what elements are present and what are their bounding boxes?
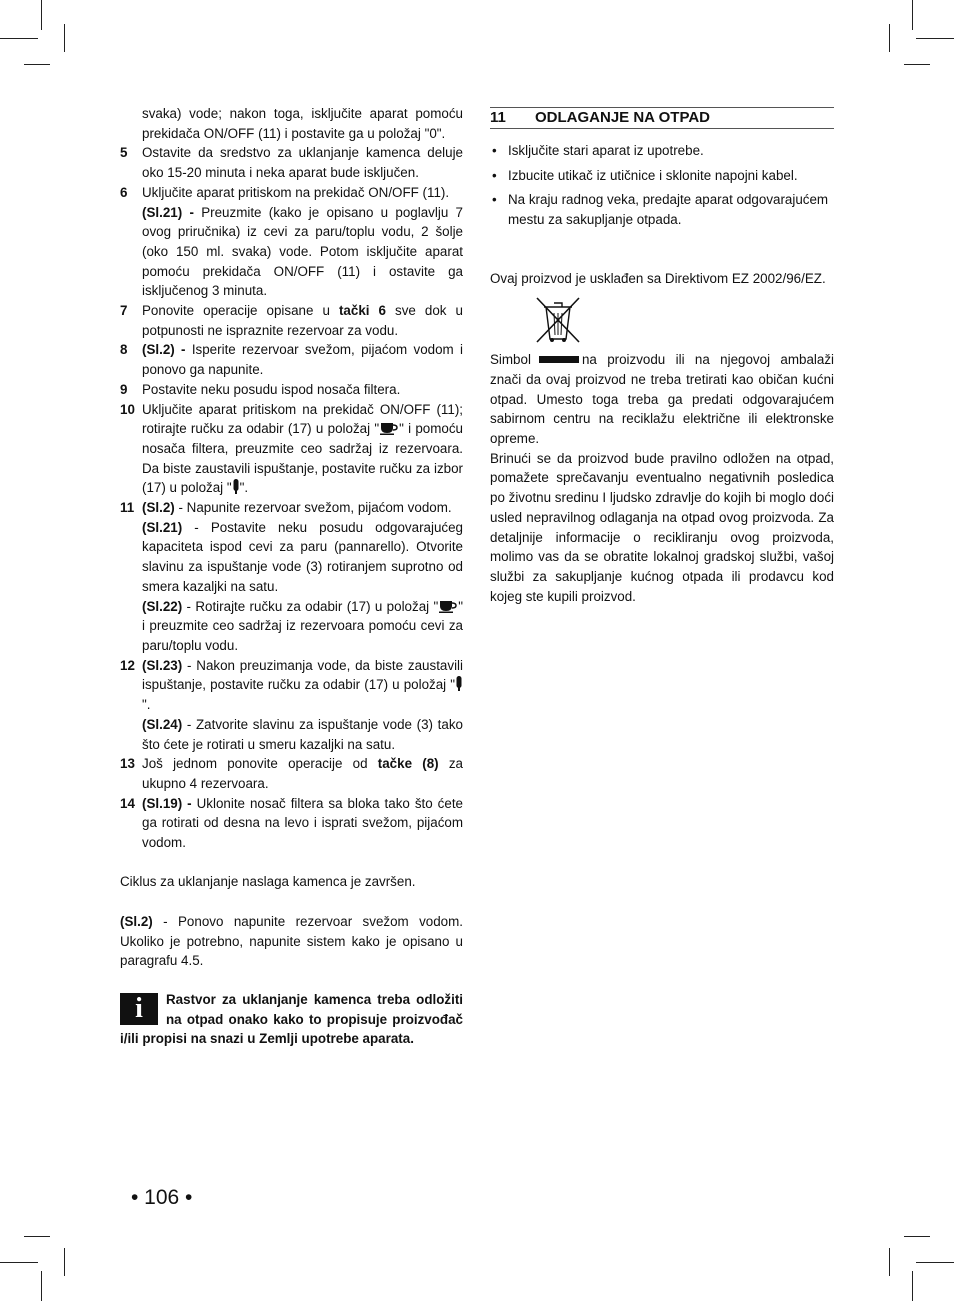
- step-ref: tački 6: [338, 303, 386, 319]
- step-6: [120, 183, 463, 301]
- bullet-icon: •: [492, 167, 497, 183]
- step-text: Ostavite da sredstvo za uklanjanje kamenca deluje oko 15-20 minuta i neka aparat bude isključen.: [142, 145, 463, 181]
- step-4-continuation: [120, 104, 463, 143]
- section-heading: [490, 107, 834, 129]
- step-subtext: [142, 518, 463, 597]
- refill-paragraph: [120, 912, 463, 971]
- step-text: svaka) vode; nakon toga, isključite aparat pomoću prekidača ON/OFF (11) i postavite ga u položaj "0".: [142, 106, 463, 141]
- crop-mark: [889, 24, 890, 52]
- spacer: [490, 235, 834, 269]
- bullet-item: [490, 190, 834, 229]
- symbol-paragraph: [490, 350, 834, 449]
- bullet-item: [490, 166, 834, 186]
- care-paragraph: Brinući se da proizvod bude pravilno odložen na otpad, pomažete sprečavanju eventualno negativnih posledica po životnu sredinu I ljudsko zdravlje do kojih bi moglo doći usled nepravilnog odlaganja na otpad ovog proizvoda. Za detaljnije informacije o recikliranju ovog proizvoda, molimo vas da se obratite lokalnoj gradskoj službi, vašoj službi za sakupljanje kućnog otpada ili prodavcu kod kojeg ste kupili proizvod.: [490, 450, 834, 604]
- crop-mark: [916, 38, 954, 39]
- crop-mark: [0, 1262, 38, 1263]
- crop-mark: [41, 1271, 42, 1301]
- step-7: [120, 301, 463, 340]
- step-number: 8: [120, 342, 128, 358]
- step-5: [120, 143, 463, 182]
- info-text: Rastvor za uklanjanje kamenca treba odložiti na otpad onako kako to propisuje proizvođač i/ili propisi na snazi u Zemlji upotrebe aparata.: [120, 991, 463, 1047]
- hot-water-cup-icon: [438, 599, 458, 613]
- crop-mark: [912, 1271, 913, 1301]
- step-number: 12: [120, 657, 135, 673]
- figure-ref: (Sl.22): [142, 598, 183, 614]
- step-ref: tačke (8): [377, 756, 439, 772]
- step-8: [120, 340, 463, 379]
- step-text: Još jednom ponovite operacije od: [142, 756, 378, 772]
- solid-bar-icon: [539, 356, 579, 363]
- step-text: Postavite neku posudu ispod nosača filtera.: [142, 381, 401, 397]
- step-text: sve dok u potpunosti ne ispraznite rezervoar za vodu.: [142, 303, 463, 338]
- step-text: Uključite aparat pritiskom na prekidač ON/OFF (11).: [142, 184, 450, 200]
- step-text: - Rotirajte ručku za odabir (17) u položaj ": [182, 598, 439, 614]
- bullet-icon: •: [492, 143, 497, 158]
- spacer: [120, 853, 463, 873]
- steam-wand-icon: [232, 479, 240, 494]
- step-text: ".: [239, 480, 249, 496]
- step-text: - Zatvorite slavinu za ispuštanje vode (3) tako što ćete je rotirati u smeru kazaljki na satu.: [142, 716, 463, 752]
- crop-mark: [889, 1248, 890, 1276]
- step-line: [142, 498, 463, 518]
- step-number: 7: [120, 303, 128, 319]
- figure-ref: (Sl.19) -: [142, 795, 192, 811]
- step-text: Ponovite operacije opisane u: [142, 303, 339, 319]
- step-number: 13: [120, 756, 135, 772]
- directive-text: Ovaj proizvod je usklađen sa Direktivom EZ 2002/96/EZ.: [490, 270, 826, 286]
- step-number: 10: [120, 401, 135, 417]
- step-text: Uključite aparat pritiskom na prekidač ON/OFF (11); rotirajte ručku za odabir (17) u položaj ": [142, 401, 463, 437]
- paragraph-text: - Ponovo napunite rezervoar svežom vodom. Ukoliko je potrebno, napunite sistem kako je opisano u paragrafu 4.5.: [120, 913, 463, 969]
- right-column: [490, 104, 834, 606]
- bullet-text: Izbucite utikač iz utičnice i sklonite napojni kabel.: [508, 167, 798, 183]
- step-number: 11: [120, 500, 135, 516]
- steam-wand-icon: [455, 676, 463, 691]
- info-note: [120, 990, 463, 1049]
- section-number: 11: [490, 109, 506, 126]
- step-9: [120, 380, 463, 400]
- step-text: " i preuzmite ceo sadržaj iz rezervoara pomoću cevi za paru/toplu vodu.: [142, 598, 463, 653]
- crop-mark: [904, 64, 930, 65]
- step-number: 14: [120, 795, 135, 811]
- cycle-complete-text: Ciklus za uklanjanje naslaga kamenca je završen.: [120, 874, 416, 890]
- page-number: • 106 •: [131, 1186, 193, 1209]
- step-text: Isperite rezervoar svežom, pijaćom vodom i ponovo ga napunite.: [142, 342, 463, 378]
- crop-mark: [0, 38, 38, 39]
- step-line: [142, 656, 463, 715]
- step-text: - Postavite neku posudu odgovarajućeg kapaciteta ispod cevi za paru (pannarello). Otvorite slavinu za ispuštanje vode (3) rotiranjem suprotno od smera kazaljki na satu.: [142, 519, 463, 594]
- step-text: " i pomoću nosača filtera, preuzmite ceo sadržaj iz rezervoara. Da biste zaustavili ispuštanje, postavite ručku za izbor (17) u položaj ": [142, 421, 463, 496]
- step-subtext: [142, 597, 463, 656]
- crop-mark: [904, 1236, 930, 1237]
- figure-ref: (Sl.21): [142, 519, 183, 535]
- crossed-bin-icon: [534, 295, 582, 345]
- step-10: [120, 400, 463, 499]
- bullet-icon: •: [492, 192, 497, 208]
- step-text: Uklonite nosač filtera sa bloka tako što ćete ga rotirati od desna na levo i isprati svežom, pijaćom vodom.: [142, 795, 463, 851]
- crop-mark: [24, 64, 50, 65]
- crop-mark: [64, 1248, 65, 1276]
- left-column: [120, 104, 463, 1049]
- bullet-text: Na kraju radnog veka, predajte aparat odgovarajućem mestu za sakupljanje otpada.: [508, 192, 829, 228]
- section-title: ODLAGANJE NA OTPAD: [535, 109, 711, 126]
- figure-ref: (Sl.21) -: [142, 204, 194, 220]
- step-text: - Nakon preuzimanja vode, da biste zaustavili ispuštanje, postavite ručku za odabir (17) u položaj ": [142, 657, 463, 693]
- step-11: [120, 498, 463, 656]
- paragraph-text: na proizvodu ili na njegovoj ambalaži znači da ovaj proizvod ne treba tretirati kao običan kućni otpad. Umesto toga treba ga predati odgovarajućem sabirnom centru na reciklažu električne ili elektronske opreme.: [490, 352, 834, 447]
- step-13: [120, 754, 463, 793]
- crop-mark: [24, 1236, 50, 1237]
- figure-ref: (Sl.2): [142, 500, 175, 516]
- hot-water-cup-icon: [379, 421, 399, 435]
- step-number: 6: [120, 184, 128, 200]
- step-text: Preuzmite (kako je opisano u poglavlju 7 ovog priručnika) iz cevi za paru/toplu vodu, 2 šolje (oko 150 ml. svaka) vode. Potom isključite aparat pomoću prekidača ON/OFF (11) i ostavite ga isključenog 3 minuta.: [142, 204, 463, 299]
- step-number: 9: [120, 381, 128, 397]
- step-text: za ukupno 4 rezervoara.: [142, 756, 463, 791]
- crop-mark: [912, 0, 913, 30]
- step-text: ".: [142, 697, 151, 713]
- bullet-text: Isključite stari aparat iz upotrebe.: [508, 143, 704, 158]
- bullet-item: [490, 141, 834, 161]
- crop-mark: [64, 24, 65, 52]
- step-12: [120, 656, 463, 755]
- figure-ref: (Sl.2): [120, 913, 153, 929]
- info-icon: i: [120, 993, 158, 1025]
- crop-mark: [916, 1262, 954, 1263]
- figure-ref: (Sl.24): [142, 716, 183, 732]
- spacer: [120, 892, 463, 912]
- step-number: 5: [120, 145, 128, 161]
- symbol-label: Simbol: [490, 352, 531, 368]
- step-text: - Napunite rezervoar svežom, pijaćom vodom.: [174, 500, 452, 516]
- step-14: [120, 794, 463, 853]
- crop-mark: [41, 0, 42, 30]
- step-subtext: [142, 715, 463, 754]
- step-subtext: [142, 203, 463, 302]
- figure-ref: (Sl.23): [142, 657, 183, 673]
- figure-ref: (Sl.2) -: [142, 342, 186, 358]
